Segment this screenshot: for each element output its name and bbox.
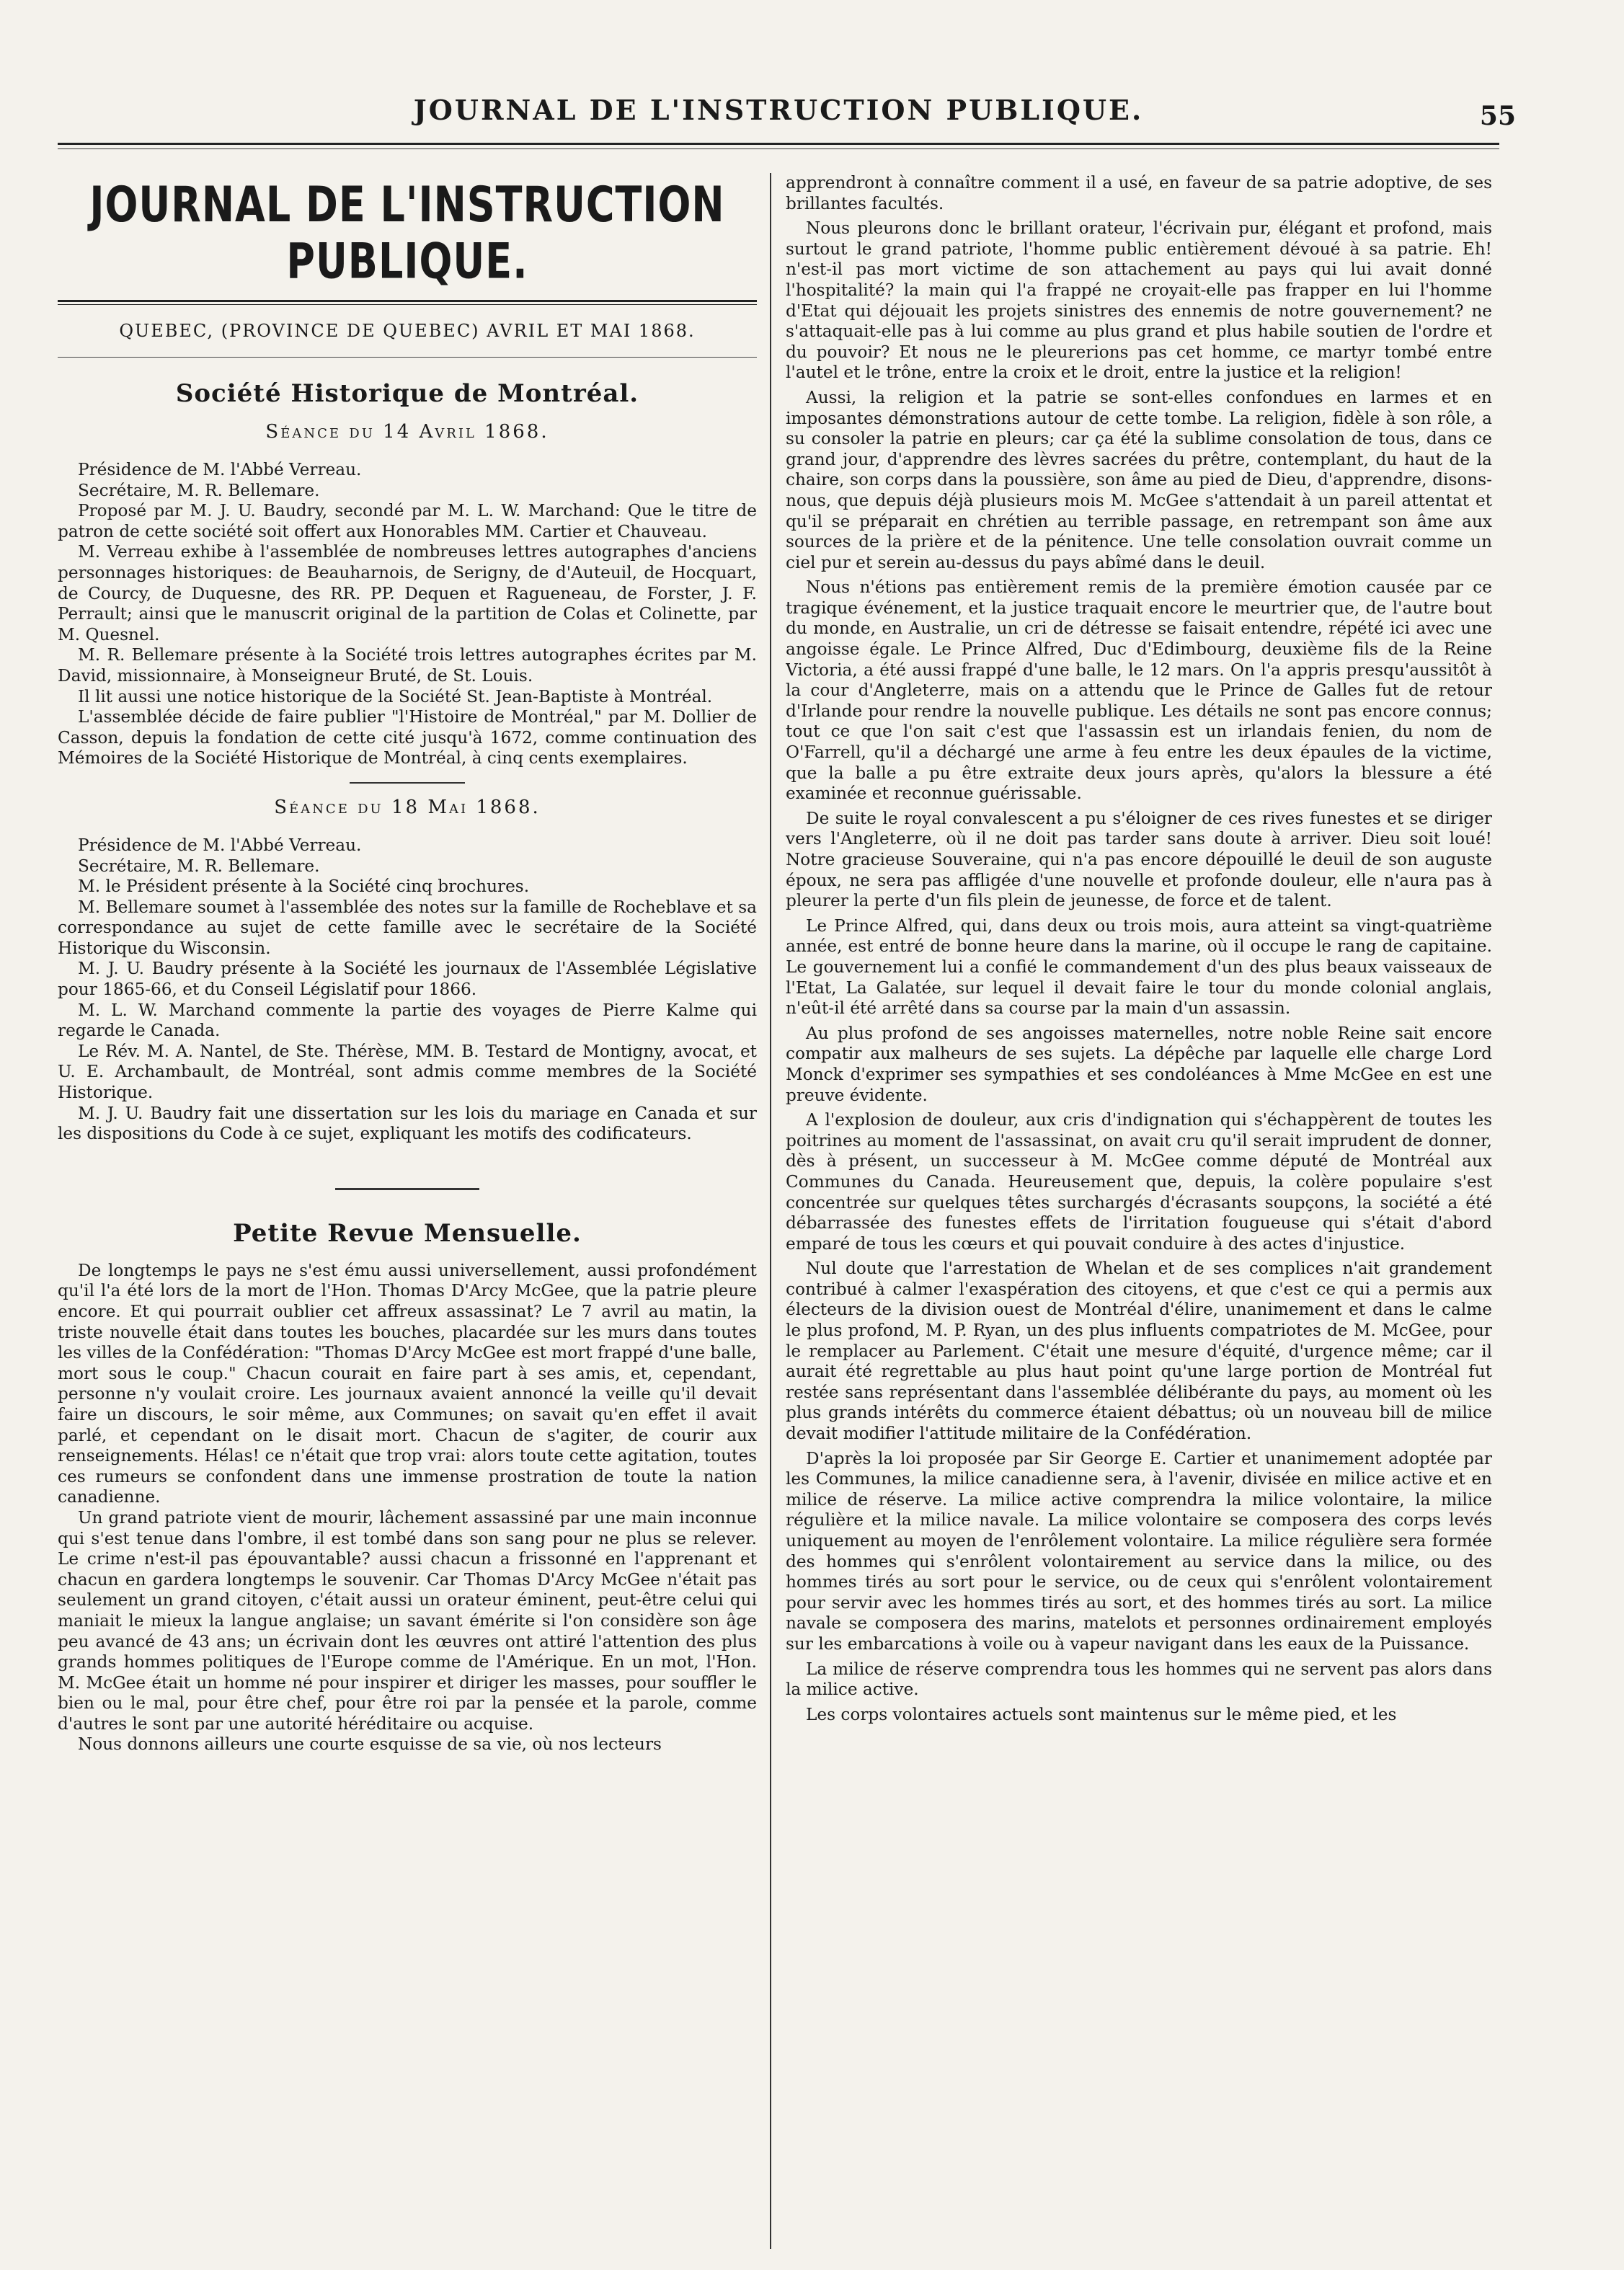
right-column — [786, 173, 1492, 2249]
column-divider — [770, 173, 771, 2249]
paragraph: D'après la loi proposée par Sir George E. Cartier et unanimement adoptée par les Communes, la milice canadienne sera, à l'avenir, divisée en milice active et en milice de réserve. La milice active comprendra la milice volontaire, la milice régulière et la milice navale. La milice volontaire se composera des corps levés uniquement au moyen de l'enrôlement volontaire. La milice régulière sera formée des hommes qui s'enrôlent volontairement au service dans la milice, ou des hommes tirés au sort pour le service, ou de ceux qui s'enrôlent volontairement pour servir avec les hommes tirés au sort, et des hommes tirés au sort. La milice navale se composera des marins, matelots et personnes ordinairement employés sur les embarcations à voile ou à vapeur navigant dans les eaux de la Puissance. — [786, 1448, 1492, 1654]
paragraph: Le Prince Alfred, qui, dans deux ou trois mois, aura atteint sa vingt-quatrième année, est entré de bonne heure dans la marine, où il occupe le rang de capitaine. Le gouvernement lui a confié le commandement d'un des plus beaux vaisseaux de l'Etat, La Galatée, sur lequel il devait faire le tour du monde colonial anglais, n'eût-il été arrêté dans sa course par la main d'un assassin. — [786, 915, 1492, 1019]
session-heading-april: Séance du 14 Avril 1868. — [265, 421, 549, 443]
paragraph: La milice de réserve comprendra tous les hommes qui ne servent pas alors dans la milice active. — [786, 1659, 1492, 1700]
running-head-title: JOURNAL DE L'INSTRUCTION PUBLIQUE. — [413, 94, 1144, 126]
masthead-rule — [58, 300, 757, 305]
societe-historique-title: Société Historique de Montréal. — [175, 379, 639, 408]
paragraph: De suite le royal convalescent a pu s'éloigner de ces rives funestes et se diriger vers l'Angleterre, où il ne doit pas tarder sans doute à arriver. Dieu soit loué! Notre gracieuse Souveraine, qui n'a pas encore dépouillé le deuil de son auguste époux, ne sera pas affligée d'une nouvelle et profonde douleur, elle n'aura pas à pleurer la perte d'un fils plein de jeunesse, de force et de talent. — [786, 808, 1492, 911]
dateline: QUEBEC, (PROVINCE DE QUEBEC) AVRIL ET MAI 1868. — [119, 321, 696, 341]
session-april-body — [58, 460, 757, 769]
paragraph: M. R. Bellemare présente à la Société trois lettres autographes écrites par M. David, missionnaire, à Monseigneur Bruté, de St. Louis. — [58, 645, 757, 686]
paragraph: Un grand patriote vient de mourir, lâchement assassiné par une main inconnue qui s'est tenue dans l'ombre, il est tombé dans son sang pour ne plus se relever. Le crime n'est-il pas épouvantable? aussi chacun a frissonné en l'apprenant et chacun en gardera longtemps le souvenir. Car Thomas D'Arcy McGee n'était pas seulement un grand citoyen, c'était aussi un orateur éminent, peut-être celui qui maniait le mieux la langue anglaise; un savant émérite si l'on considère son âge peu avancé de 43 ans; un écrivain dont les œuvres ont attiré l'attention des plus grands hommes politiques de l'Europe comme de l'Amérique. En un mot, l'Hon. M. McGee était un homme né pour inspirer et diriger les masses, pour souffler le bien ou le mal, pour être chef, pour être roi par la pensée et la parole, comme d'autres le sont par une autorité héréditaire ou acquise. — [58, 1507, 757, 1734]
paragraph: De longtemps le pays ne s'est ému aussi universellement, aussi profondément qu'il l'a été lors de la mort de l'Hon. Thomas D'Arcy McGee, que la patrie pleure encore. Et qui pourrait oublier cet affreux assassinat? Le 7 avril au matin, la triste nouvelle était dans toutes les bouches, placardée sur les murs dans toutes les villes de la Confédération: "Thomas D'Arcy McGee est mort frappé d'une balle, mort sous le coup." Chacun courait en faire part à ses amis, et, cependant, personne n'y voulait croire. Les journaux avaient annoncé la veille qu'il devait faire un discours, le soir même, aux Communes; on savait qu'en effet il avait parlé, et cependant on le disait mort. Chacun de s'agiter, de courir aux renseignements. Hélas! ce n'était que trop vrai: alors toute cette agitation, toutes ces rumeurs se confondent dans une immense prostration de toute la nation canadienne. — [58, 1260, 757, 1507]
left-column — [58, 173, 757, 2249]
paragraph: Nous donnons ailleurs une courte esquisse de sa vie, où nos lecteurs — [78, 1734, 662, 1755]
paragraph: Proposé par M. J. U. Baudry, secondé par M. L. W. Marchand: Que le titre de patron de cette société soit offert aux Honorables MM. Cartier et Chauveau. — [58, 501, 757, 541]
page-number: 55 — [1479, 101, 1516, 131]
paragraph: M. L. W. Marchand commente la partie des voyages de Pierre Kalme qui regarde le Canada. — [58, 1000, 757, 1041]
paragraph: Aussi, la religion et la patrie se sont-elles confondues en larmes et en imposantes démonstrations autour de cette tombe. La religion, fidèle à son rôle, a su consoler la patrie en pleurs; car ça été la sublime consolation de tous, dans ce grand jour, d'apprendre des lèvres sacrées du prêtre, contemplant, du haut de la chaire, son corps dans la poussière, son âme au pied de Dieu, d'apprendre, disons-nous, que depuis déjà plusieurs mois M. McGee s'attendait à un pareil attentat et qu'il se préparait en chrétien au terrible passage, en retrempant son âme aux sources de la prière et de la pénitence. Une telle consolation ouvrait comme un ciel pur et serein au-dessus du pays abîmé dans le deuil. — [786, 387, 1492, 572]
paragraph: A l'explosion de douleur, aux cris d'indignation qui s'échappèrent de toutes les poitrines au moment de l'assassinat, on avait cru qu'il serait imprudent de donner, dès à présent, un successeur à M. McGee comme député de Montréal aux Communes du Canada. Heureusement que, depuis, la colère populaire s'est concentrée sur quelques têtes surchargés d'écrasants soupçons, la société a été débarrassée des funestes effets de l'irritation fougueuse qui s'était d'abord emparé de tous les cœurs et qui pouvait conduire à des actes d'injustice. — [786, 1110, 1492, 1254]
masthead-title: JOURNAL DE L'INSTRUCTION PUBLIQUE. — [89, 176, 725, 290]
paragraph: Nul doute que l'arrestation de Whelan et de ses complices n'ait grandement contribué à calmer l'exaspération des citoyens, et que c'est ce qui a permis aux électeurs de la division ouest de Montréal d'élire, unanimement et dans le calme le plus profond, M. P. Ryan, un des plus influents compatriotes de M. McGee, pour le remplacer au Parlement. C'était une mesure d'équité, d'urgence même; car il aurait été regrettable au plus haut point qu'une large portion de Montréal fut restée sans représentant dans l'assemblée délibérante du pays, au moment où les plus grands intérêts du commerce étaient débattus; où un nouveau bill de milice devait modifier l'attitude militaire de la Confédération. — [786, 1259, 1492, 1444]
session-may-body — [58, 835, 757, 1145]
paragraph: Il lit aussi une notice historique de la Société St. Jean-Baptiste à Montréal. — [78, 686, 713, 706]
paragraph: Les corps volontaires actuels sont maintenus sur le même pied, et les — [806, 1704, 1397, 1724]
paragraph: M. le Président présente à la Société cinq brochures. — [78, 877, 530, 897]
paragraph: Nous n'étions pas entièrement remis de la première émotion causée par ce tragique événement, et la justice traquait encore le meurtrier que, de l'autre bout du monde, en Australie, un cri de détresse se faisait entendre, répété ici avec une angoisse égale. Le Prince Alfred, Duc d'Edimbourg, deuxième fils de la Reine Victoria, a été aussi frappé d'une balle, le 12 mars. On l'a appris presqu'aussitôt à la cour d'Angleterre, mais on a attendu que le Prince de Galles fut de retour d'Irlande pour rendre la nouvelle publique. Les détails ne sont pas encore connus; tout ce que l'on sait c'est que l'assassin est un irlandais fenien, du nom de O'Farrell, qu'il a déchargé une arme à feu entre les deux épaules de la victime, que la balle a pu être extraite deux jours après, qu'alors la blessure a été examinée et reconnue guérissable. — [786, 577, 1492, 804]
dateline-rule — [58, 357, 757, 358]
paragraph: Secrétaire, M. R. Bellemare. — [78, 856, 320, 876]
paragraph: M. Verreau exhibe à l'assemblée de nombreuses lettres autographes d'anciens personnages historiques: de Beauharnois, de Serigny, de d'Auteuil, de Hocquart, de Courcy, de Duquesne, des RR. PP. Dequen et Ragueneau, de Forster, J. F. Perrault; ainsi que le manuscrit original de la partition de Colas et Colinette, par M. Quesnel. — [58, 542, 757, 644]
session-heading-may: Séance du 18 Mai 1868. — [274, 796, 541, 818]
paragraph: Le Rév. M. A. Nantel, de Ste. Thérèse, MM. B. Testard de Montigny, avocat, et U. E. Archambault, de Montréal, sont admis comme membres de la Société Historique. — [58, 1041, 757, 1103]
paragraph: Présidence de M. l'Abbé Verreau. — [78, 460, 362, 479]
paragraph: Présidence de M. l'Abbé Verreau. — [78, 835, 362, 855]
petite-revue-title: Petite Revue Mensuelle. — [233, 1218, 582, 1248]
header-rule — [58, 143, 1499, 145]
paragraph: M. J. U. Baudry présente à la Société les journaux de l'Assemblée Législative pour 1865-66, et du Conseil Législatif pour 1866. — [58, 959, 757, 1000]
paragraph: Nous pleurons donc le brillant orateur, l'écrivain pur, élégant et profond, mais surtout le grand patriote, l'homme public entièrement dévoué à sa patrie. Eh! n'est-il pas mort victime de son attachement au pays qui lui avait donné l'hospitalité? la main qui l'a frappé ne croyait-elle pas frapper en lui l'homme d'Etat qui déjouait les projets sinistres des ennemis de notre gouvernement? ne s'attaquait-elle pas à lui comme au plus grand et plus habile soutien de l'ordre et du pouvoir? Et nous ne le pleurerions pas cet homme, ce martyr tombé entre l'autel et le trône, entre la croix et le droit, entre la justice et la religion! — [786, 218, 1492, 383]
paragraph: apprendront à connaître comment il a usé, en faveur de sa patrie adoptive, de ses brillantes facultés. — [786, 173, 1492, 213]
section-divider — [335, 1188, 479, 1190]
paragraph: Au plus profond de ses angoisses maternelles, notre noble Reine sait encore compatir aux malheurs de ses sujets. La dépêche par laquelle elle charge Lord Monck d'exprimer ses sympathies et ses condoléances à Mme McGee en est une preuve évidente. — [786, 1023, 1492, 1105]
paragraph: Secrétaire, M. R. Bellemare. — [78, 480, 320, 500]
section-divider — [350, 782, 465, 784]
paragraph: M. Bellemare soumet à l'assemblée des notes sur la famille de Rocheblave et sa correspondance au sujet de cette famille avec le secrétaire de la Société Historique du Wisconsin. — [58, 897, 757, 958]
paragraph: M. J. U. Baudry fait une dissertation sur les lois du mariage en Canada et sur les dispositions du Code à ce sujet, expliquant les motifs des codificateurs. — [58, 1103, 757, 1144]
revue-body — [58, 1261, 757, 1755]
header-rule-thin — [58, 148, 1499, 149]
paragraph: L'assemblée décide de faire publier "l'Histoire de Montréal," par M. Dollier de Casson, depuis la fondation de cette cité jusqu'à 1672, comme continuation des Mémoires de la Société Historique de Montréal, à cinq cents exemplaires. — [58, 707, 757, 768]
